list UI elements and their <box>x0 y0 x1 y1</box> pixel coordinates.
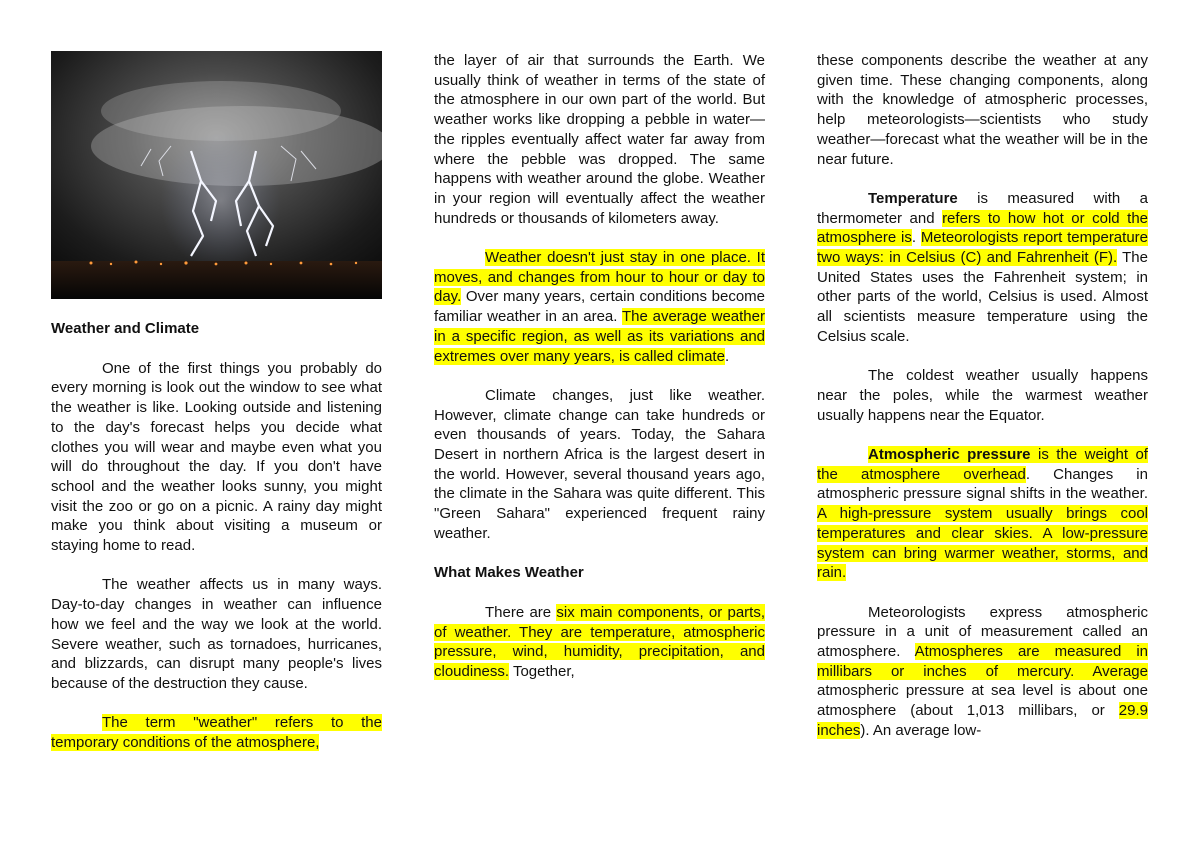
text-run: . Changes in atmospheric pressure signal shifts in the weather. <box>817 465 1148 503</box>
highlight: refers to how hot or cold the atmosphere is <box>817 209 1148 247</box>
text-run: atmospheric pressure at sea level is about one atmosphere (about 1,013 millibars, or <box>817 682 1148 720</box>
column-2 <box>434 51 765 701</box>
text-run: . <box>911 229 921 247</box>
paragraph: One of the first things you probably do every morning is look out the window to see what the weather is like. Looking outside and listening to the day's forecast helps you decide what clothes you will wear and maybe even what you will do throughout the day. If you don't have school and the weather looks sunny, you might visit the zoo or go on a picnic. A rainy day might make you think about visiting a museum or staying home to read. <box>51 359 382 555</box>
column-3 <box>817 51 1148 760</box>
paragraph: Climate changes, just like weather. However, climate change can take hundreds or even thousands of years. Today, the Sahara Desert in northern Africa is the largest desert in the world. However, several thousand years ago, the climate in the Sahara was quite different. This "Green Sahara" experienced frequent rainy weather. <box>434 386 765 542</box>
paragraph <box>434 248 765 366</box>
highlight: The average weather in a specific region, as well as its variations and extremes over many years, is called climate <box>434 308 765 365</box>
column-1 <box>51 51 382 772</box>
highlight: A high-pressure system usually brings cool temperatures and clear skies. A low-pressure system can bring warmer weather, storms, and rain. <box>817 505 1148 582</box>
highlight: six main components, or parts, of weather. They are temperature, atmospheric pressure, wind, humidity, precipitation, and cloudiness. <box>434 603 765 681</box>
text-run: is the weight of the atmosphere overhead <box>817 446 1148 483</box>
highlight: Weather doesn't just stay in one place. It moves, and changes from hour to hour or day to day. <box>434 249 765 306</box>
lightning-storm-photo <box>51 51 382 299</box>
paragraph <box>817 445 1148 583</box>
term-temperature: Temperature <box>868 189 958 207</box>
paragraph <box>817 189 1148 347</box>
section-heading-what-makes-weather: What Makes Weather <box>434 564 584 582</box>
text-run: Over many years, certain conditions become familiar weather in an area. <box>434 288 765 326</box>
paragraph <box>817 603 1148 741</box>
term-atmospheric-pressure: Atmospheric pressure <box>868 446 1031 464</box>
highlight: Atmospheres are measured in millibars or inches of mercury. Average <box>817 643 1149 680</box>
paragraph <box>434 603 765 682</box>
text-run: There are <box>485 603 557 621</box>
paragraph <box>51 713 382 752</box>
section-heading-weather-climate: Weather and Climate <box>51 320 200 337</box>
text-run: ). An average low- <box>860 721 982 739</box>
highlight: The term "weather" refers to the temporary conditions of the atmosphere, <box>51 714 382 752</box>
paragraph: these components describe the weather at any given time. These changing components, along with the knowledge of atmospheric processes, help meteorologists—scientists who study weather—forecast what the weather will be in the near future. <box>817 52 1148 168</box>
text-run: The United States uses the Fahrenheit system; in other parts of the world, Celsius is used. Almost all scientists measure temperature using the Celsius scale. <box>817 249 1148 345</box>
paragraph: the layer of air that surrounds the Earth. We usually think of weather in terms of the state of the atmosphere in our own part of the world. But weather works like dropping a pebble in water—the ripples eventually affect water far away from where the pebble was dropped. The same happens with weather around the globe. Weather in your region will eventually affect the weather hundreds or thousands of kilometers away. <box>434 52 765 227</box>
paragraph: The coldest weather usually happens near the poles, while the warmest weather usually happens near the Equator. <box>817 367 1148 424</box>
highlight: Meteorologists report temperature two ways: in Celsius (C) and Fahrenheit (F). <box>817 229 1148 267</box>
text-run: Meteorologists express atmospheric pressure in a unit of measurement called an atmosphere. <box>817 603 1148 661</box>
text-run: is measured with a thermometer and <box>817 189 1148 227</box>
text-run: Together, <box>509 663 575 681</box>
highlight: 29.9 inches <box>817 702 1148 739</box>
paragraph: The weather affects us in many ways. Day-to-day changes in weather can influence how we feel and the way we look at the world. Severe weather, such as tornadoes, hurricanes, and blizzards, can disrupt many people's lives because of the destruction they cause. <box>51 576 382 692</box>
text-run: . <box>724 347 730 365</box>
